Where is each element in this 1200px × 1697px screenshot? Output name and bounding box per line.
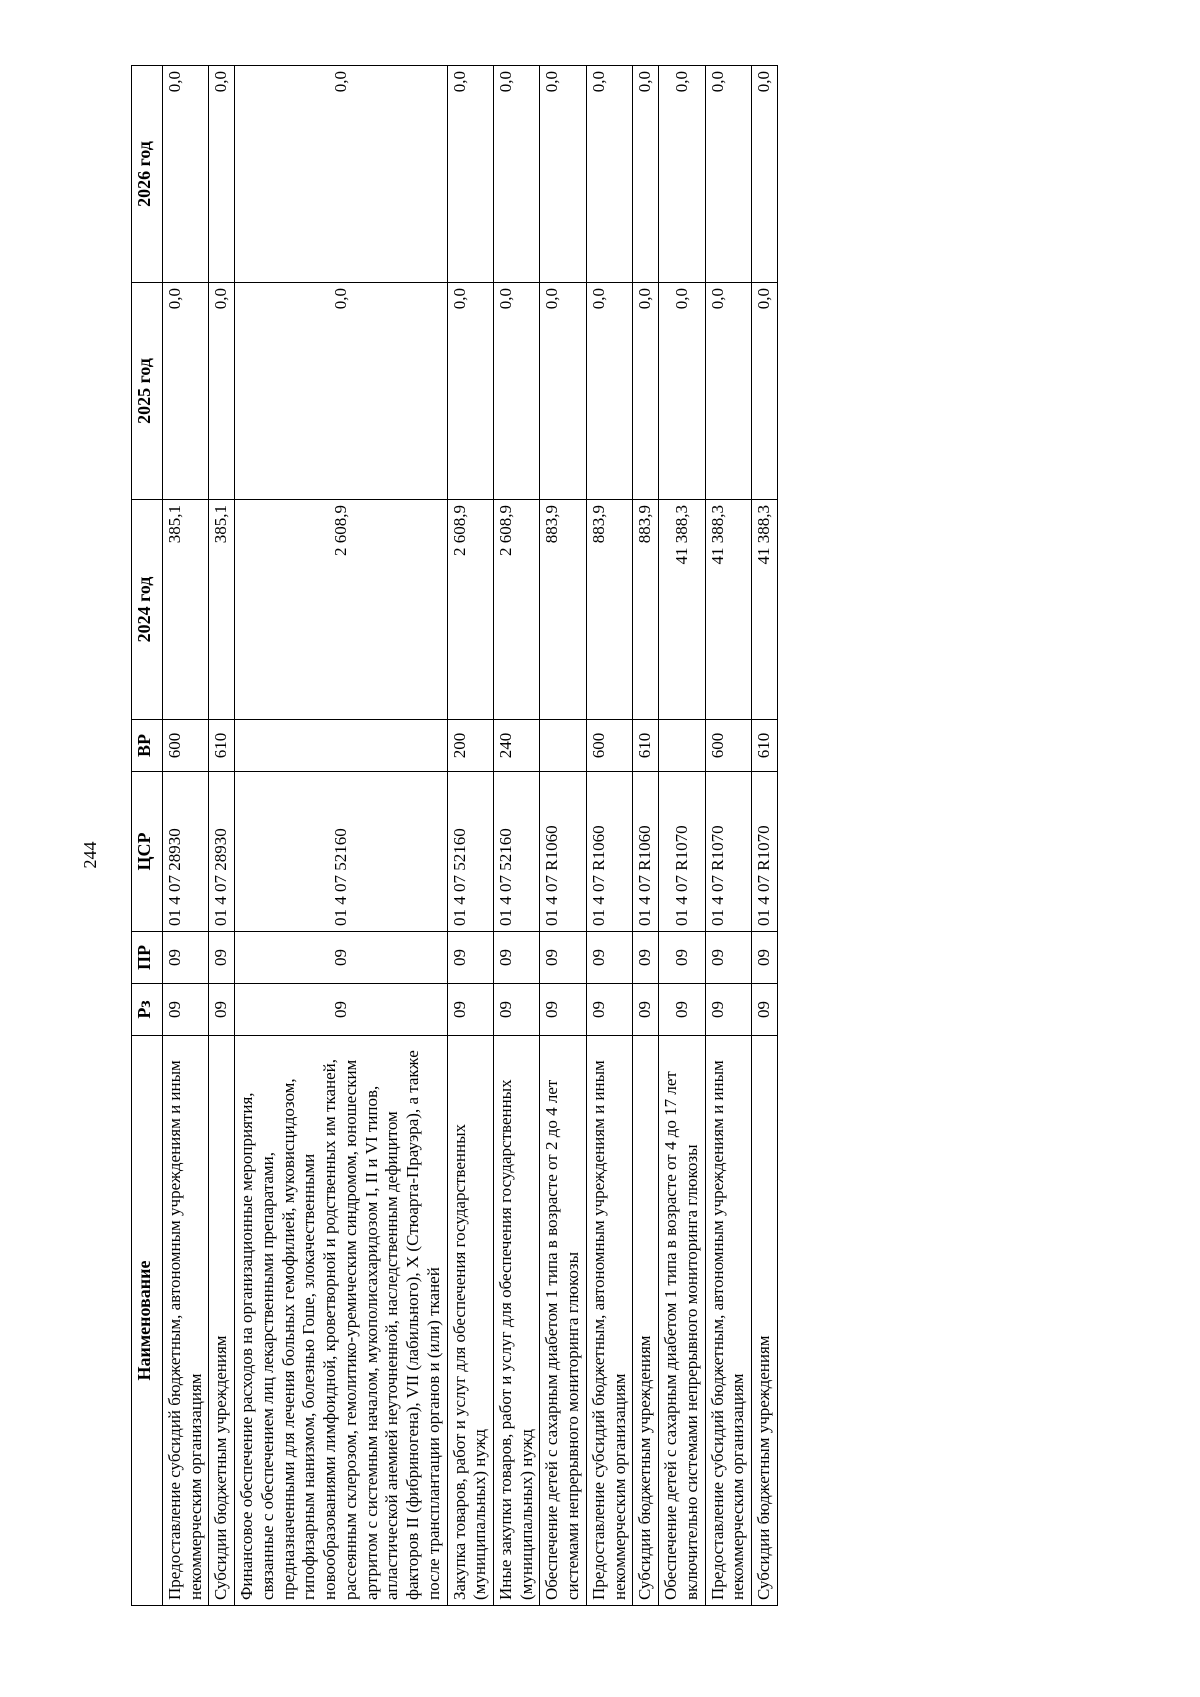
cell-pr: 09 [540,932,586,984]
cell-name: Иные закупки товаров, работ и услуг для обеспечения государственных (муниципальных) нужд [494,1036,540,1606]
cell-2026: 0,0 [705,66,751,283]
cell-name: Обеспечение детей с сахарным диабетом 1 типа в возрасте от 2 до 4 лет системами непрерывного мониторинга глюкозы [540,1036,586,1606]
cell-rz: 09 [447,984,493,1036]
cell-rz: 09 [163,984,209,1036]
page-number: 244 [80,841,100,869]
cell-csr: 01 4 07 R1060 [586,772,632,932]
cell-2025: 0,0 [705,283,751,500]
cell-pr: 09 [705,932,751,984]
cell-csr: 01 4 07 52160 [235,772,447,932]
cell-2026: 0,0 [659,66,705,283]
cell-2026: 0,0 [209,66,235,283]
cell-name: Финансовое обеспечение расходов на организационные мероприятия, связанные с обеспечением лиц лекарственными препаратами, предназначенными для лечения больных гемофилией, муковисцидозом, гипофизарным нанизмом, болезнью Гоше, злокачественными новообразованиями лимфоидной, кроветворной и родственных им тканей, рассеянным склерозом, гемолитико-уремическим синдромом, юношеским артритом с системным началом, мукополисахаридозом I, II и VI типов, апластической анемией неуточненной, наследственным дефицитом факторов II (фибриногена), VII (лабильного), X (Стюарта-Прауэра), а также после трансплантации органов и (или) тканей [235,1036,447,1606]
cell-pr: 09 [586,932,632,984]
header-2025: 2025 год [132,283,163,500]
cell-rz: 09 [752,984,778,1036]
cell-rz: 09 [659,984,705,1036]
cell-2025: 0,0 [752,283,778,500]
cell-2026: 0,0 [235,66,447,283]
table-row [447,66,493,1606]
cell-2024: 883,9 [586,500,632,720]
cell-2024: 2 608,9 [447,500,493,720]
table-row [494,66,540,1606]
cell-pr: 09 [235,932,447,984]
cell-2025: 0,0 [659,283,705,500]
cell-pr: 09 [752,932,778,984]
cell-vr: 200 [447,720,493,772]
cell-2024: 2 608,9 [235,500,447,720]
table-container [131,66,1039,1606]
table-row [752,66,778,1606]
cell-rz: 09 [633,984,659,1036]
cell-vr [540,720,586,772]
cell-2026: 0,0 [447,66,493,283]
cell-rz: 09 [586,984,632,1036]
cell-rz: 09 [209,984,235,1036]
cell-csr: 01 4 07 28930 [209,772,235,932]
cell-csr: 01 4 07 R1060 [633,772,659,932]
cell-2024: 41 388,3 [752,500,778,720]
cell-name: Закупка товаров, работ и услуг для обеспечения государственных (муниципальных) нужд [447,1036,493,1606]
cell-2025: 0,0 [494,283,540,500]
cell-2025: 0,0 [235,283,447,500]
cell-2026: 0,0 [752,66,778,283]
cell-vr: 610 [752,720,778,772]
header-pr: ПР [132,932,163,984]
cell-vr: 600 [586,720,632,772]
table-row [586,66,632,1606]
cell-pr: 09 [659,932,705,984]
cell-2025: 0,0 [163,283,209,500]
cell-rz: 09 [705,984,751,1036]
cell-vr [659,720,705,772]
table-row [659,66,705,1606]
table-row [163,66,209,1606]
table-header-row [132,66,163,1606]
cell-2026: 0,0 [163,66,209,283]
cell-name: Субсидии бюджетным учреждениям [633,1036,659,1606]
cell-csr: 01 4 07 52160 [447,772,493,932]
header-2024: 2024 год [132,500,163,720]
cell-2024: 883,9 [540,500,586,720]
table-row [633,66,659,1606]
table-row [209,66,235,1606]
cell-2024: 41 388,3 [659,500,705,720]
cell-csr: 01 4 07 R1070 [752,772,778,932]
cell-rz: 09 [494,984,540,1036]
cell-pr: 09 [209,932,235,984]
cell-csr: 01 4 07 R1070 [659,772,705,932]
cell-rz: 09 [540,984,586,1036]
cell-vr: 600 [163,720,209,772]
cell-name: Предоставление субсидий бюджетным, автономным учреждениям и иным некоммерческим организациям [705,1036,751,1606]
cell-2026: 0,0 [633,66,659,283]
cell-2024: 41 388,3 [705,500,751,720]
cell-name: Субсидии бюджетным учреждениям [209,1036,235,1606]
rotated-table-wrapper [131,66,1039,1606]
table-row [235,66,447,1606]
cell-2026: 0,0 [540,66,586,283]
cell-2025: 0,0 [540,283,586,500]
cell-rz: 09 [235,984,447,1036]
cell-2024: 2 608,9 [494,500,540,720]
cell-csr: 01 4 07 52160 [494,772,540,932]
header-csr: ЦСР [132,772,163,932]
cell-2024: 385,1 [209,500,235,720]
cell-2025: 0,0 [447,283,493,500]
cell-vr: 610 [633,720,659,772]
cell-vr: 240 [494,720,540,772]
cell-pr: 09 [494,932,540,984]
table-row [705,66,751,1606]
cell-csr: 01 4 07 R1060 [540,772,586,932]
cell-vr [235,720,447,772]
budget-table [131,65,778,1606]
cell-pr: 09 [163,932,209,984]
cell-2025: 0,0 [586,283,632,500]
header-name: Наименование [132,1036,163,1606]
cell-name: Предоставление субсидий бюджетным, автономным учреждениям и иным некоммерческим организациям [163,1036,209,1606]
cell-csr: 01 4 07 R1070 [705,772,751,932]
cell-2026: 0,0 [586,66,632,283]
cell-name: Обеспечение детей с сахарным диабетом 1 типа в возрасте от 4 до 17 лет включительно системами непрерывного мониторинга глюкозы [659,1036,705,1606]
header-vr: ВР [132,720,163,772]
cell-name: Субсидии бюджетным учреждениям [752,1036,778,1606]
header-2026: 2026 год [132,66,163,283]
cell-2026: 0,0 [494,66,540,283]
cell-pr: 09 [447,932,493,984]
cell-csr: 01 4 07 28930 [163,772,209,932]
cell-2024: 385,1 [163,500,209,720]
cell-2025: 0,0 [633,283,659,500]
cell-pr: 09 [633,932,659,984]
cell-2024: 883,9 [633,500,659,720]
cell-vr: 610 [209,720,235,772]
cell-2025: 0,0 [209,283,235,500]
cell-name: Предоставление субсидий бюджетным, автономным учреждениям и иным некоммерческим организациям [586,1036,632,1606]
cell-vr: 600 [705,720,751,772]
table-row [540,66,586,1606]
header-rz: Рз [132,984,163,1036]
